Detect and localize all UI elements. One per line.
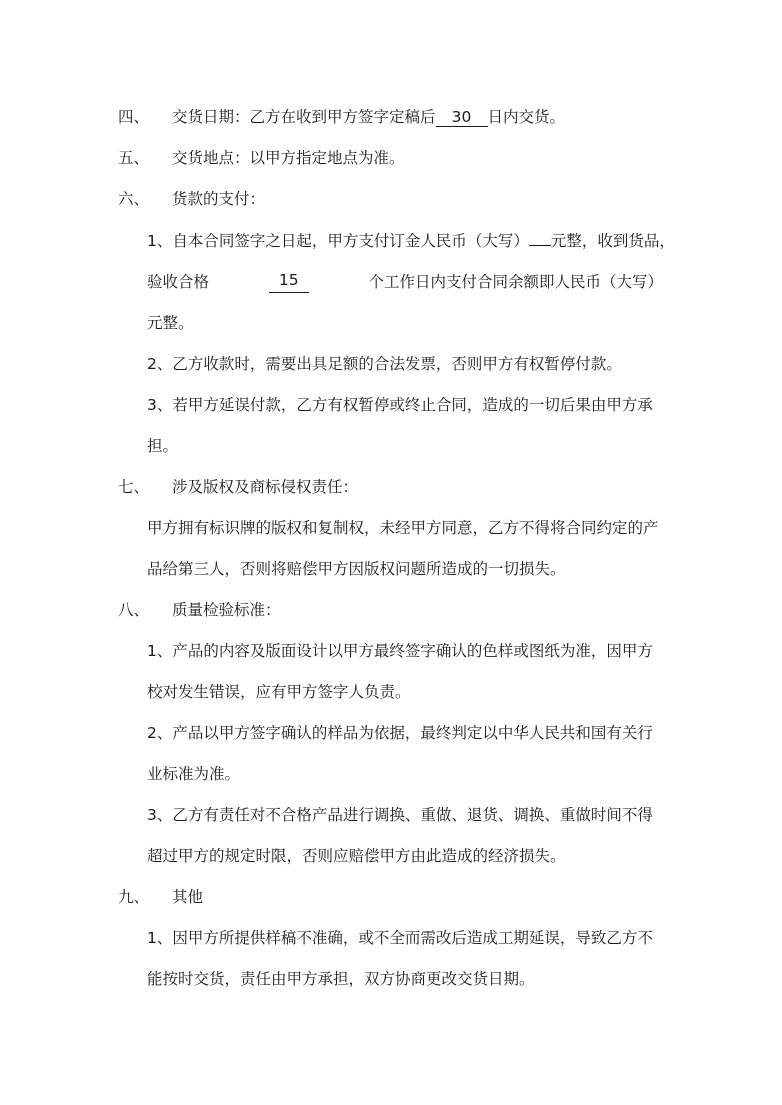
payment-clause-3-line-1: 3、若甲方延误付款，乙方有权暂停或终止合同，造成的一切后果由甲方承 (147, 396, 653, 414)
quality-clause-2-line-1: 2、产品以甲方签字确认的样品为依据，最终判定以中华人民共和国有关行 (147, 724, 653, 742)
quality-clause-3-line-1: 3、乙方有责任对不合格产品进行调换、重做、退货、调换、重做时间不得 (147, 806, 653, 824)
delivery-date-suffix: 日内交货。 (487, 108, 566, 126)
quality-clause-1-line-2: 校对发生错误，应有甲方签字人负责。 (147, 683, 411, 701)
section-number: 七、 (118, 478, 150, 496)
payment-clause-1-line-2: 验收合格 15 个工作日内支付合同余额即人民币（大写） (147, 271, 663, 291)
payment-clause-3-line-2: 担。 (147, 437, 179, 455)
copyright-line-2: 品给第三人，否则将赔偿甲方因版权问题所造成的一切损失。 (147, 560, 566, 578)
other-clause-1-line-2: 能按时交货，责任由甲方承担，双方协商更改交货日期。 (147, 970, 535, 988)
payment-clause-1-line-3: 元整。 (147, 314, 194, 332)
quality-clause-2-line-2: 业标准为准。 (147, 765, 241, 783)
delivery-days-blank: 30 (436, 108, 488, 127)
quality-clause-3-line-2: 超过甲方的规定时限，否则应赔偿甲方由此造成的经济损失。 (147, 847, 566, 865)
deposit-amount-blank (529, 245, 551, 246)
other-clause-1-line-1: 1、因甲方所提供样稿不准确，或不全而需改后造成工期延误，导致乙方不 (147, 929, 653, 947)
section-number: 六、 (118, 190, 150, 208)
section-number: 五、 (118, 149, 150, 167)
section-title: 其他 (172, 888, 204, 906)
section-title: 涉及版权及商标侵权责任： (172, 478, 359, 496)
section-number: 八、 (118, 601, 150, 619)
acceptance-days-blank: 15 (269, 271, 309, 293)
delivery-location-text: 交货地点：以甲方指定地点为准。 (172, 149, 405, 167)
section-title: 货款的支付： (172, 190, 266, 208)
section-title: 质量检验标准： (172, 601, 281, 619)
delivery-date-text: 交货日期：乙方在收到甲方签字定稿后 (172, 108, 436, 126)
payment-clause-1-line-1: 1、自本合同签字之日起，甲方支付订金人民币（大写） 元整，收到货品， (147, 232, 675, 250)
payment-clause-2: 2、乙方收款时，需要出具足额的合法发票，否则甲方有权暂停付款。 (147, 355, 622, 373)
copyright-line-1: 甲方拥有标识牌的版权和复制权，未经甲方同意，乙方不得将合同约定的产 (147, 519, 659, 537)
quality-clause-1-line-1: 1、产品的内容及版面设计以甲方最终签字确认的色样或图纸为准，因甲方 (147, 642, 653, 660)
section-number: 九、 (118, 888, 150, 906)
section-number: 四、 (118, 108, 150, 126)
